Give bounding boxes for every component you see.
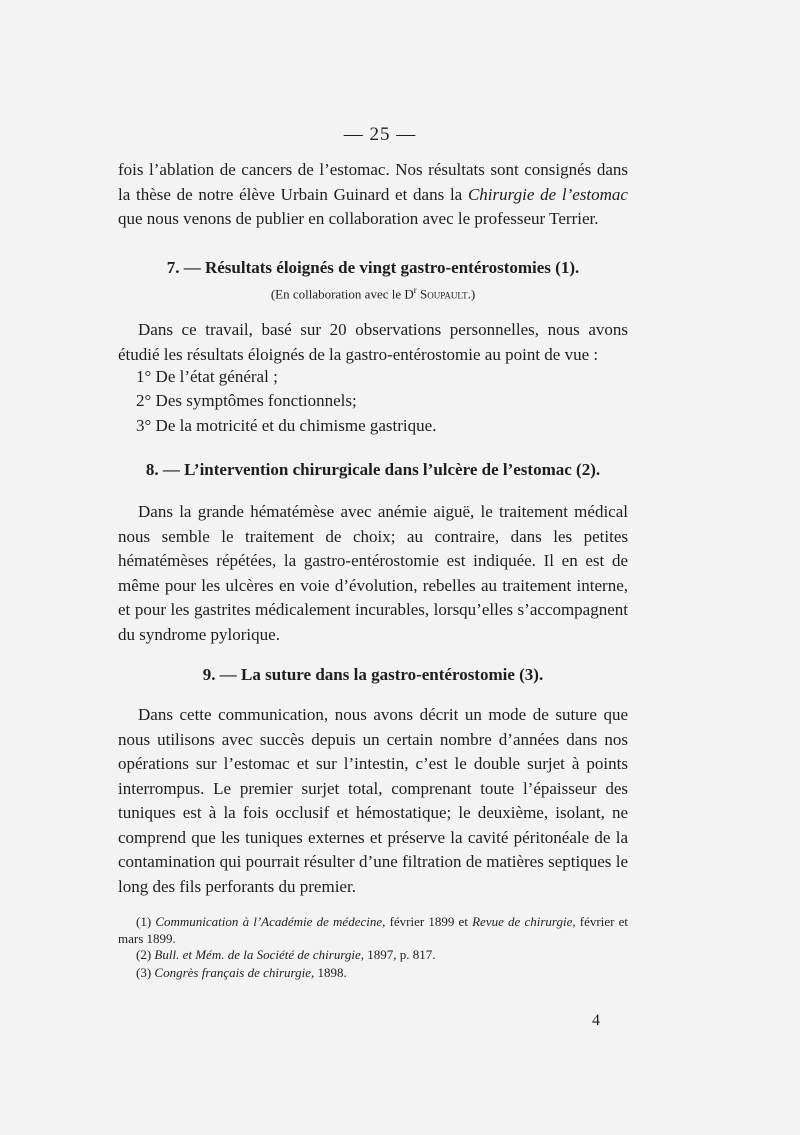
- page-number: — 25 —: [343, 124, 417, 145]
- footnote-2: (2) Bull. et Mém. de la Société de chirurgie, 1897, p. 817.: [136, 947, 436, 962]
- section-8-paragraph: Dans la grande hématémèse avec anémie aiguë, le traitement médical nous semble le traitement de choix; au contraire, dans les petites hématémèses répétées, la gastro-entérostomie est indiquée. Il en est de même pour les ulcères en voie d’évolution, rebelles au traitement interne, et pour les gastrites médicalement incurables, lorsqu’elles s’accompagnent du syndrome pylorique.: [118, 502, 628, 644]
- intro-paragraph: fois l’ablation de cancers de l’estomac. Nos résultats sont consignés dans la thèse de notre élève Urbain Guinard et dans la Chirurgie de l’estomac que nous venons de publier en collaboration avec le professeur Terrier.: [118, 160, 628, 228]
- list-item: 2° Des symptômes fonctionnels;: [136, 391, 357, 410]
- list-item: 1° De l’état général ;: [136, 367, 278, 386]
- section-8-title: 8. — L’intervention chirurgicale dans l’ulcère de l’estomac (2).: [145, 460, 601, 479]
- footnote-1: (1) Communication à l’Académie de médecine, février 1899 et Revue de chirurgie, février et mars 1899.: [118, 914, 628, 946]
- section-7-collaboration: (En collaboration avec le $D^r$ Soupault.): [270, 285, 476, 302]
- section-9-paragraph: Dans cette communication, nous avons décrit un mode de suture que nous utilisons avec succès depuis un certain nombre d’années dans nos opérations sur l’estomac et sur l’intestin, c’est le double surjet à points interrompus. Le premier surjet total, comprenant toute l’épaisseur des tuniques est à la fois occlusif et hémostatique; le deuxième, isolant, ne comprend que les tuniques externes et préserve la cavité péritonéale de la contamination qui pourrait résulter d’une filtration de matières septiques le long des fils perforants du premier.: [118, 705, 628, 896]
- section-7-title: 7. — Résultats éloignés de vingt gastro-entérostomies (1).: [166, 258, 580, 277]
- signature-mark: 4: [592, 1012, 600, 1029]
- section-9-title: 9. — La suture dans la gastro-entérostomie (3).: [202, 665, 544, 684]
- list-item: 3° De la motricité et du chimisme gastrique.: [136, 416, 437, 435]
- footnote-3: (3) Congrès français de chirurgie, 1898.: [136, 965, 347, 980]
- section-7-paragraph: Dans ce travail, basé sur 20 observations personnelles, nous avons étudié les résultats éloignés de la gastro-entérostomie au point de vue :: [118, 320, 628, 364]
